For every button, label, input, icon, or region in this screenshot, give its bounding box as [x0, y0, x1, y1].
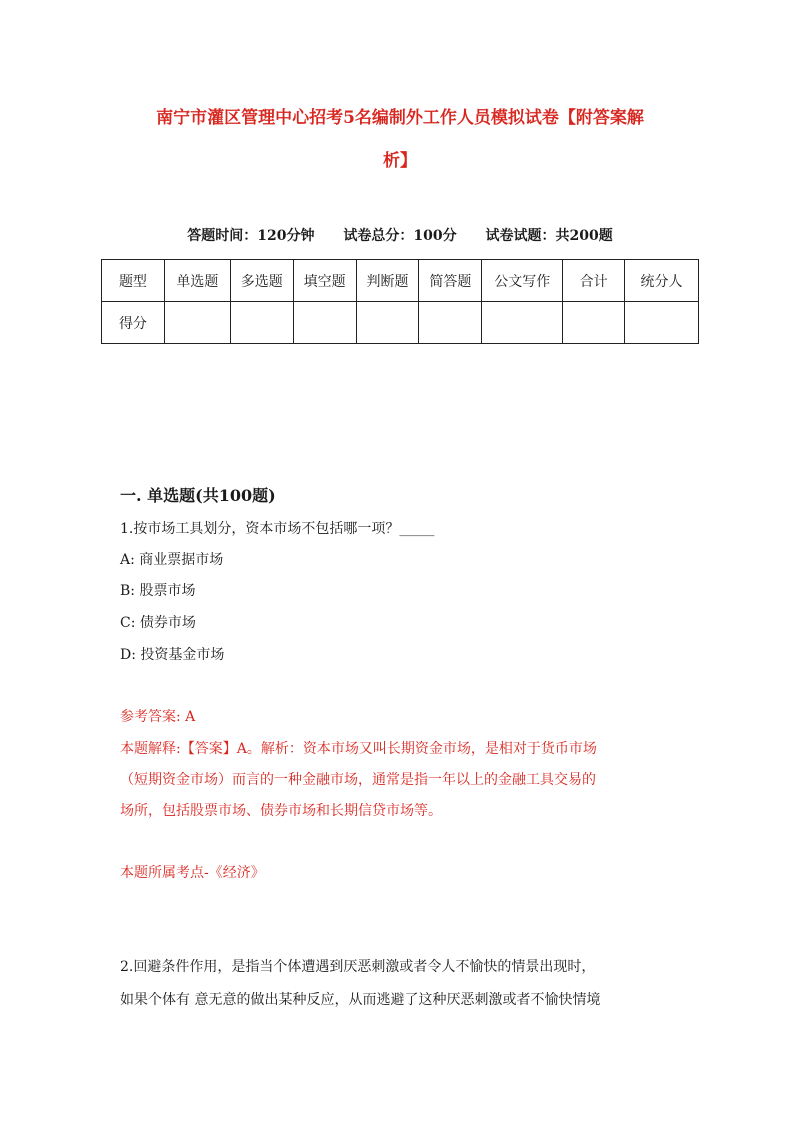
score-header-cell: 判断题 — [356, 260, 419, 302]
exam-title-line1: 南宁市灌区管理中心招考5名编制外工作人员模拟试卷【附答案解 — [156, 108, 644, 128]
question-2-text-line: 2.回避条件作用，是指当个体遭遇到厌恶刺激或者令人不愉快的情景出现时， — [120, 959, 596, 975]
score-header-cell: 简答题 — [419, 260, 482, 302]
exam-question-count: 试卷试题：共200题 — [485, 228, 613, 244]
question-1-option-b: B: 股票市场 — [120, 583, 196, 599]
question-1-option-c: C: 债券市场 — [120, 615, 196, 631]
question-2-text-line: 如果个体有 意无意的做出某种反应，从而逃避了这种厌恶刺激或者不愉快情境 — [120, 992, 601, 1008]
score-header-cell: 合计 — [563, 260, 625, 302]
score-header-cell: 统分人 — [625, 260, 699, 302]
question-1-option-d: D: 投资基金市场 — [120, 647, 225, 663]
exam-title-line2: 析】 — [383, 151, 417, 171]
score-cell — [164, 302, 230, 344]
exam-total-score: 试卷总分：100分 — [343, 228, 457, 244]
question-1-text: 1.按市场工具划分，资本市场不包括哪一项？_____ — [120, 521, 435, 537]
score-header-cell: 填空题 — [293, 260, 356, 302]
score-table-header-row — [102, 260, 699, 302]
score-cell — [482, 302, 563, 344]
score-row-label: 得分 — [102, 302, 165, 344]
score-header-cell: 题型 — [102, 260, 165, 302]
question-1-explanation-line: 本题解释:【答案】A。解析：资本市场又叫长期资金市场，是相对于货币市场 — [120, 741, 597, 757]
score-header-cell: 公文写作 — [482, 260, 563, 302]
question-1-explanation-line: （短期资金市场）而言的一种金融市场，通常是指一年以上的金融工具交易的 — [120, 772, 596, 788]
score-cell — [293, 302, 356, 344]
question-1-topic: 本题所属考点-《经济》 — [120, 865, 265, 881]
score-cell — [419, 302, 482, 344]
score-cell — [356, 302, 419, 344]
score-table-score-row — [102, 302, 699, 344]
score-header-cell: 多选题 — [230, 260, 293, 302]
question-1-explanation-line: 场所，包括股票市场、债券市场和长期信贷市场等。 — [120, 803, 442, 819]
exam-time: 答题时间：120分钟 — [187, 228, 315, 244]
score-cell — [230, 302, 293, 344]
score-cell — [563, 302, 625, 344]
question-1-option-a: A: 商业票据市场 — [120, 552, 224, 568]
question-1-answer: 参考答案: A — [120, 709, 196, 725]
score-header-cell: 单选题 — [164, 260, 230, 302]
exam-meta — [0, 225, 800, 245]
score-table — [101, 259, 699, 344]
section-title: 一. 单选题(共100题) — [120, 486, 276, 505]
score-cell — [625, 302, 699, 344]
